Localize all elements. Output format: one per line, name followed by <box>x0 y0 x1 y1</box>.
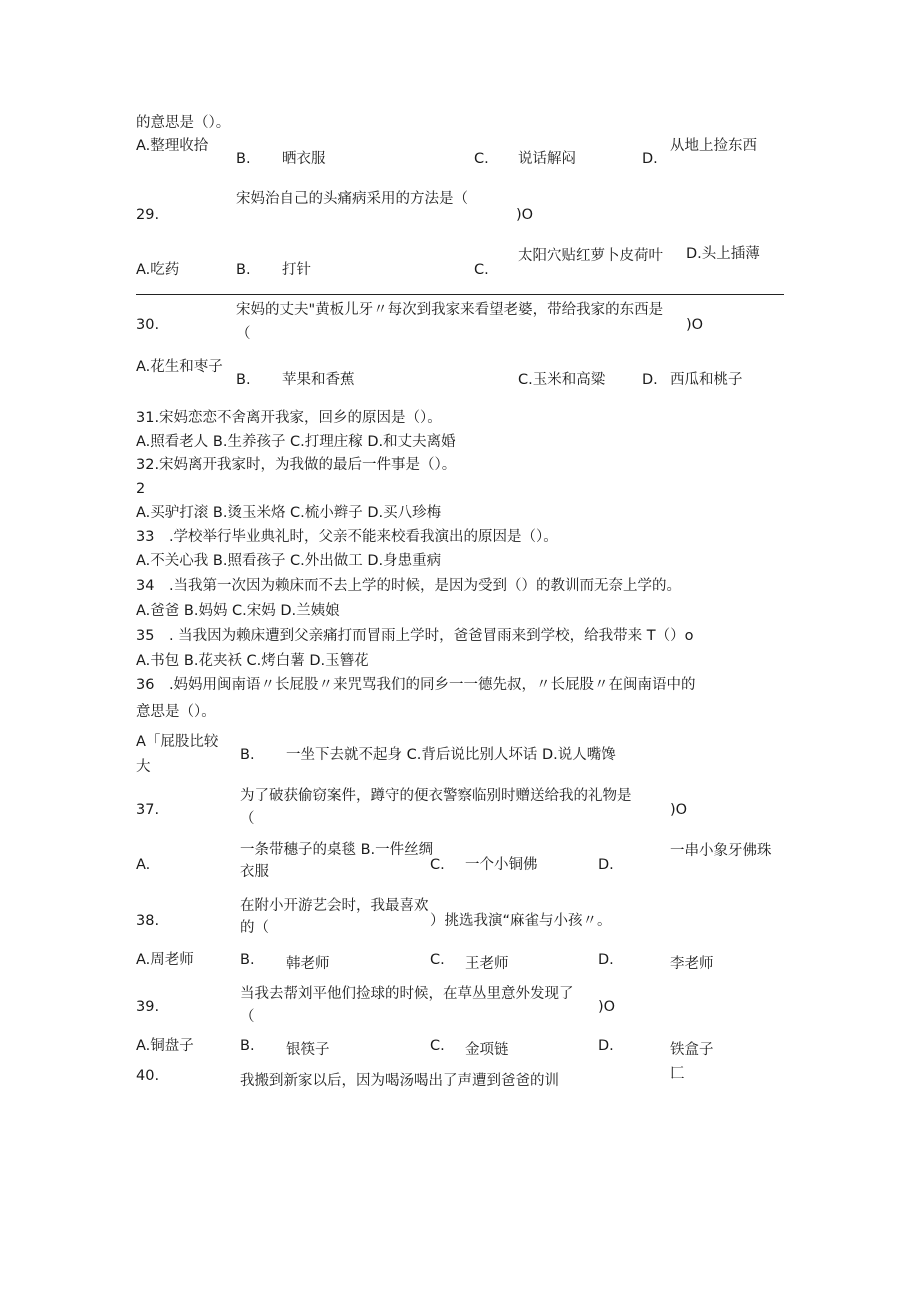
q30-option-c-text: C.玉米和高粱 <box>518 372 606 388</box>
q37-end: )O <box>670 802 688 818</box>
q37-option-c-label: C. <box>430 857 445 873</box>
divider-line <box>136 294 784 295</box>
q36-options-rest: 一坐下去就不起身 C.背后说比别人坏话 D.说人嘴馋 <box>286 747 616 763</box>
q37-stem: 为了破获偷窃案件，蹲守的便衣警察临别时赠送给我的礼物是 <box>240 788 632 804</box>
q37-option-a: A. <box>136 857 151 873</box>
q38-number: 38. <box>136 913 160 929</box>
q39-option-d-text: 铁盒子 <box>670 1042 714 1058</box>
q38-stem-cont: ）挑选我演“麻雀与小孩〃。 <box>430 913 612 929</box>
q28-option-d-text: 从地上捡东西 <box>670 138 757 154</box>
q38-option-d-text: 李老师 <box>670 956 714 972</box>
q38-option-d-label: D. <box>598 952 614 968</box>
q39-paren: （ <box>240 1009 255 1025</box>
q34-stem: 34 .当我第一次因为赖床而不去上学的时候，是因为受到（）的教训而无奈上学的。 <box>136 578 682 594</box>
line-meaning: 的意思是（）。 <box>136 115 231 131</box>
q31-options: A.照看老人 B.生养孩子 C.打理庄稼 D.和丈夫离婚 <box>136 434 456 450</box>
q31-stem: 31.宋妈恋恋不舍离开我家，回乡的原因是（）。 <box>136 410 442 426</box>
q28-option-c-text: 说话解闷 <box>518 151 576 167</box>
q39-option-c-label: C. <box>430 1038 445 1054</box>
q37-option-c-text: 一个小铜佛 <box>465 857 538 873</box>
q39-end: )O <box>598 999 616 1015</box>
q29-option-c-label: C. <box>474 262 489 278</box>
q28-option-c-label: C. <box>474 151 489 167</box>
q36-stem-cont: 意思是（）。 <box>136 704 216 720</box>
page-number: 2 <box>136 481 146 497</box>
q36-option-a-line1: A「屁股比较 <box>136 734 219 750</box>
q30-option-b-label: B. <box>236 372 251 388</box>
q33-stem: 33 .学校举行毕业典礼时，父亲不能来校看我演出的原因是（）。 <box>136 529 558 545</box>
q39-stem: 当我去帮刘平他们捡球的时候，在草丛里意外发现了 <box>240 986 574 1002</box>
q39-option-b-label: B. <box>240 1038 255 1054</box>
q29-stem: 宋妈治自己的头痛病采用的方法是（ <box>236 191 468 207</box>
q37-option-d-text: 一串小象牙佛珠 <box>670 843 772 859</box>
q30-number: 30. <box>136 317 160 333</box>
q37-paren: （ <box>240 811 255 827</box>
q28-option-b-label: B. <box>236 151 251 167</box>
q39-option-d-label: D. <box>598 1038 614 1054</box>
q38-option-c-label: C. <box>430 952 445 968</box>
q36-stem: 36 .妈妈用闽南语〃长屁股〃来咒骂我们的同乡一一德先叔，〃长屁股〃在闽南语中的 <box>136 677 696 693</box>
q34-options: A.爸爸 B.妈妈 C.宋妈 D.兰姨娘 <box>136 603 340 619</box>
q28-option-d-label: D. <box>642 151 658 167</box>
q32-stem: 32.宋妈离开我家时，为我做的最后一件事是（）。 <box>136 457 457 473</box>
q33-options: A.不关心我 B.照看孩子 C.外出做工 D.身患重病 <box>136 553 442 569</box>
q29-option-c-text: 太阳穴贴红萝卜皮荷叶 <box>518 248 663 264</box>
q37-number: 37. <box>136 802 160 818</box>
q37-option-d-label: D. <box>598 857 614 873</box>
q29-option-a: A.吃药 <box>136 262 180 278</box>
q30-end: )O <box>686 317 704 333</box>
q35-stem: 35 . 当我因为赖床遭到父亲痛打而冒雨上学时，爸爸冒雨来到学校，给我带来 T（）o <box>136 628 694 644</box>
q30-stem: 宋妈的丈夫"黄板儿牙〃每次到我家来看望老婆，带给我家的东西是 <box>236 302 664 318</box>
q38-option-c-text: 王老师 <box>465 956 509 972</box>
q38-option-b-text: 韩老师 <box>286 956 330 972</box>
q29-end: )O <box>516 207 534 223</box>
q40-stem: 我搬到新家以后，因为喝汤喝出了声遭到爸爸的训 <box>240 1073 559 1089</box>
q39-number: 39. <box>136 999 160 1015</box>
q35-options: A.书包 B.花夹袄 C.烤白薯 D.玉簪花 <box>136 653 369 669</box>
q29-option-b-label: B. <box>236 262 251 278</box>
q40-number: 40. <box>136 1068 160 1084</box>
q29-option-d-text: D.头上插薄 <box>686 246 760 262</box>
q36-option-a-line2: 大 <box>136 759 151 775</box>
q28-option-b-text: 晒衣服 <box>282 151 326 167</box>
q30-option-b-text: 苹果和香蕉 <box>282 372 355 388</box>
q37-option-b-text: 一条带穗子的桌毯 B.一件丝绸衣服 <box>240 842 434 881</box>
q36-option-b-label: B. <box>240 747 255 763</box>
q30-option-d-label: D. <box>642 372 658 388</box>
q39-option-c-text: 金项链 <box>465 1042 509 1058</box>
q38-stem: 在附小开游艺会时，我最喜欢的（ <box>240 898 429 937</box>
q30-paren: （ <box>236 326 251 342</box>
q30-option-a: A.花生和枣子 <box>136 359 223 375</box>
q39-option-b-text: 银筷子 <box>286 1042 330 1058</box>
q32-options: A.买驴打滚 B.烫玉米烙 C.梳小辫子 D.买八珍梅 <box>136 505 442 521</box>
q38-option-b-label: B. <box>240 952 255 968</box>
q29-number: 29. <box>136 207 160 223</box>
q29-option-b-text: 打针 <box>282 262 311 278</box>
q38-option-a: A.周老师 <box>136 952 194 968</box>
q39-option-a: A.铜盘子 <box>136 1038 194 1054</box>
q40-end: 匚 <box>670 1066 685 1082</box>
q30-option-d-text: 西瓜和桃子 <box>670 372 743 388</box>
q28-option-a: A.整理收拾 <box>136 138 209 154</box>
